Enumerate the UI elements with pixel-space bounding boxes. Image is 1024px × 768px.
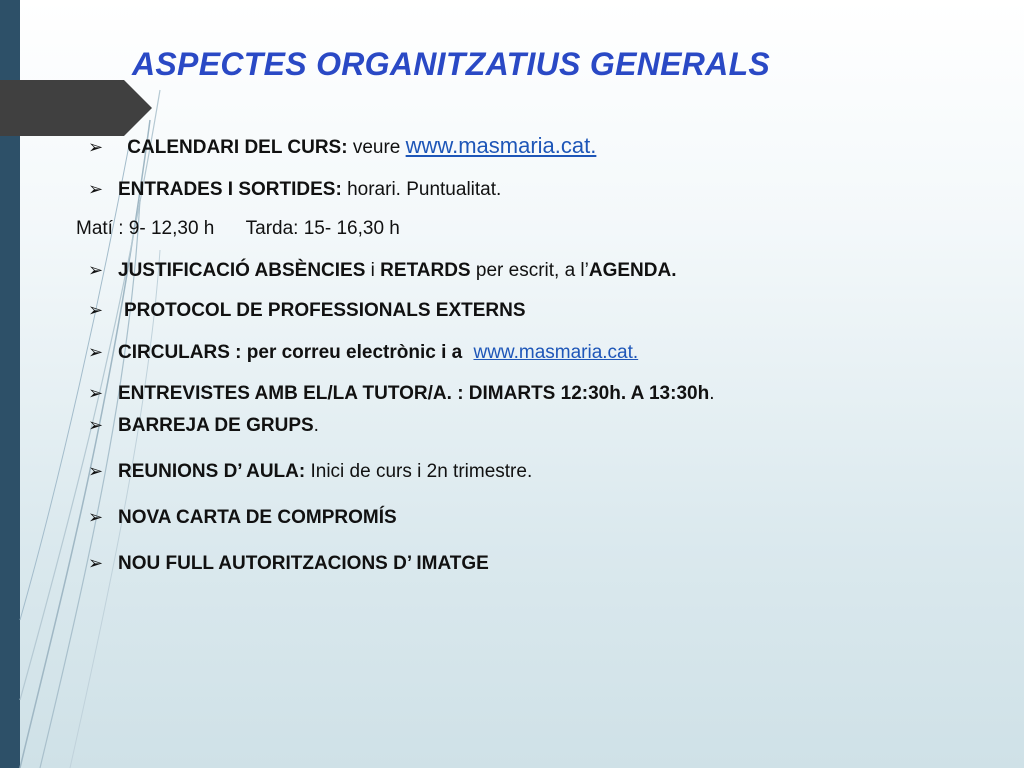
arrow-bullet-icon: ➢ [88, 461, 104, 481]
carta-label: NOVA CARTA DE COMPROMÍS [118, 507, 397, 528]
item-protocol [88, 298, 526, 323]
page-title: ASPECTES ORGANITZATIUS GENERALS [132, 46, 771, 82]
entrevistes-label: ENTREVISTES AMB EL/LA TUTOR/A. : DIMARTS 12:30h. A 13:30h [118, 383, 710, 404]
item-justificacio [88, 258, 677, 283]
item-full [88, 551, 489, 576]
arrow-bullet-icon: ➢ [88, 300, 104, 320]
header-tab-shape [0, 80, 152, 136]
item-entrevistes [88, 381, 714, 406]
barreja-label: BARREJA DE GRUPS [118, 415, 314, 436]
circulars-label: CIRCULARS : per correu electrònic i a [118, 342, 463, 363]
reunions-text: Inici de curs i 2n trimestre. [305, 461, 533, 482]
justificacio-label: JUSTIFICACIÓ ABSÈNCIES [118, 260, 366, 281]
arrow-bullet-icon: ➢ [88, 342, 104, 362]
justificacio-text: per escrit, a l’ [470, 260, 589, 281]
entrevistes-text: . [709, 383, 715, 404]
arrow-bullet-icon: ➢ [88, 553, 104, 573]
circulars-link[interactable]: www.masmaria.cat. [473, 342, 639, 363]
arrow-bullet-icon: ➢ [88, 137, 104, 157]
item-circulars [88, 340, 638, 365]
arrow-bullet-icon: ➢ [88, 383, 104, 403]
barreja-text: . [313, 415, 319, 436]
calendari-label: CALENDARI DEL CURS: [127, 137, 348, 158]
item-reunions [88, 459, 532, 484]
retards-label: RETARDS [380, 260, 471, 281]
arrow-bullet-icon: ➢ [88, 179, 104, 199]
item-carta [88, 505, 397, 530]
agenda-label: AGENDA. [588, 260, 677, 281]
calendari-link[interactable]: www.masmaria.cat. [405, 133, 597, 158]
item-calendari [88, 134, 596, 160]
reunions-label: REUNIONS D’ AULA: [118, 461, 306, 482]
arrow-bullet-icon: ➢ [88, 507, 104, 527]
justificacio-connector: i [365, 260, 381, 281]
entrades-text: horari. Puntualitat. [341, 179, 502, 200]
horari-tarda: Tarda: 15- 16,30 h [245, 218, 400, 239]
calendari-text: veure [347, 137, 406, 158]
arrow-bullet-icon: ➢ [88, 415, 104, 435]
arrow-bullet-icon: ➢ [88, 260, 104, 280]
item-barreja [88, 413, 319, 438]
item-horari [76, 217, 400, 241]
item-entrades [88, 177, 501, 202]
protocol-label: PROTOCOL DE PROFESSIONALS EXTERNS [124, 300, 526, 321]
horari-mati: Matí : 9- 12,30 h [76, 218, 215, 239]
full-label: NOU FULL AUTORITZACIONS D’ IMATGE [118, 553, 489, 574]
entrades-label: ENTRADES I SORTIDES: [118, 179, 342, 200]
